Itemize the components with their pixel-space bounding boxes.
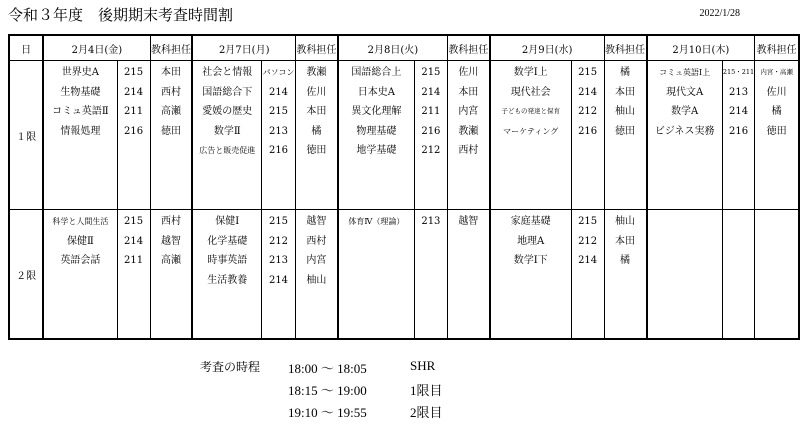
room-list [414, 210, 447, 340]
teacher: 徳田 [306, 145, 327, 156]
subject-list [192, 210, 261, 340]
teacher-header: 教科担任 [604, 35, 646, 61]
teacher-header: 教科担任 [150, 35, 192, 61]
empty-cell [647, 210, 723, 340]
day-header: 2月9日(水) [490, 35, 604, 61]
room: 216 [578, 125, 598, 137]
subject: 家庭基礎 [510, 216, 551, 227]
room: 214 [124, 235, 144, 247]
room: 212 [421, 145, 441, 156]
teacher: 本田 [306, 106, 327, 117]
document-date: 2022/1/28 [699, 8, 740, 19]
subject-list [192, 61, 261, 210]
header-row [9, 35, 799, 61]
room: 215 [268, 106, 289, 117]
exam-schedule-table [8, 34, 800, 340]
subject: 数学Ⅰ上 [513, 67, 548, 78]
teacher: 橘 [771, 106, 782, 117]
teacher: 西村 [306, 235, 327, 247]
room-list [262, 210, 296, 340]
time-range: 19:10 ～ 19:55 [288, 405, 367, 420]
teacher: 徳田 [615, 125, 636, 137]
subject: 数学A [671, 106, 699, 117]
room: 214 [268, 86, 289, 98]
slot-name: 1限目 [410, 383, 443, 398]
teacher: 佐川 [766, 86, 787, 98]
subject: マーケティング [503, 126, 559, 136]
subject: 保健Ⅱ [67, 235, 94, 247]
subject: 体育Ⅳ（理論） [348, 217, 405, 226]
teacher: 佐川 [458, 67, 479, 78]
subject: 科学と人間生活 [52, 217, 109, 226]
subject: 愛媛の歴史 [202, 106, 253, 117]
room: 215 [124, 216, 144, 227]
teacher: 越智 [161, 235, 181, 247]
subject: 時事英語 [207, 255, 248, 266]
teacher: 教瀬 [458, 125, 479, 137]
teacher-header: 教科担任 [295, 35, 337, 61]
teacher: 高瀬 [161, 106, 181, 117]
subject: 数学Ⅰ下 [513, 255, 548, 266]
teacher: 橘 [620, 255, 631, 266]
teacher-header: 教科担任 [447, 35, 489, 61]
teacher: 教瀬 [306, 67, 327, 78]
room: 212 [268, 235, 289, 247]
subject: 物理基礎 [356, 125, 397, 137]
teacher: 内宮・高瀬 [760, 68, 793, 76]
teacher: 越智 [306, 216, 327, 227]
room: 215 [578, 216, 598, 227]
time-range: 18:15 ～ 19:00 [288, 383, 367, 398]
room: 216 [421, 125, 441, 137]
subject: 現代文A [666, 86, 704, 98]
period-row [9, 210, 799, 340]
room: 211 [124, 106, 144, 117]
subject: 生物基礎 [60, 86, 101, 98]
teacher: 本田 [615, 235, 636, 247]
slot-name: SHR [410, 358, 436, 373]
subject-list [43, 61, 117, 210]
room: 216 [124, 125, 144, 137]
teacher-list [295, 61, 337, 210]
subject: 現代社会 [510, 86, 551, 98]
period-header: 日 [9, 35, 43, 61]
teacher-list [604, 210, 646, 340]
teacher: 橘 [311, 125, 322, 137]
room: 213 [268, 255, 289, 266]
teacher-list [447, 61, 489, 210]
room: 211 [421, 106, 441, 117]
teacher-list [295, 210, 337, 340]
period-label: １限 [9, 61, 43, 210]
teacher-list [755, 61, 799, 210]
teacher: 橘 [620, 67, 631, 78]
subject: ビジネス実務 [654, 125, 715, 137]
subject: コミュ英語Ⅰ上 [659, 68, 711, 77]
teacher: 西村 [161, 86, 181, 98]
teacher: 柚山 [615, 216, 636, 227]
room: 214 [578, 255, 598, 266]
teacher: 佐川 [306, 86, 327, 98]
subject: 地学基礎 [356, 145, 397, 156]
subject: 保健Ⅰ [215, 216, 240, 227]
slot-name: 2限目 [410, 405, 443, 420]
room: 215 [124, 67, 144, 78]
room: 213 [728, 86, 749, 98]
subject: 生活教養 [207, 274, 248, 286]
room: 212 [578, 106, 598, 117]
teacher: 徳田 [766, 125, 787, 137]
teacher-list [150, 210, 192, 340]
day-header: 2月8日(火) [338, 35, 448, 61]
room: 214 [124, 86, 144, 98]
subject: 数学Ⅱ [213, 125, 241, 137]
subject: コミュ英語Ⅱ [52, 106, 109, 117]
teacher-header: 教科担任 [755, 35, 799, 61]
day-header: 2月10日(木) [647, 35, 755, 61]
teacher: 本田 [615, 86, 636, 98]
room: 216 [728, 125, 749, 137]
timetable-label: 考査の時程 [200, 360, 261, 374]
empty-cell [755, 210, 799, 340]
subject-list [647, 61, 723, 210]
subject: 広告と販売促進 [199, 146, 256, 155]
teacher: 西村 [161, 216, 181, 227]
teacher: 高瀬 [161, 255, 181, 266]
period-row [9, 61, 799, 210]
subject: 国語総合上 [351, 67, 402, 78]
subject: 異文化理解 [351, 106, 402, 117]
room-list [414, 61, 447, 210]
room: 213 [421, 216, 441, 227]
subject: 英語会話 [60, 255, 101, 266]
subject: 社会と情報 [202, 67, 253, 78]
teacher-list [447, 210, 489, 340]
room-list [722, 61, 754, 210]
subject: 子どもの発達と保育 [501, 107, 560, 115]
room: 214 [578, 86, 598, 98]
teacher: 本田 [458, 86, 479, 98]
subject-list [490, 61, 571, 210]
teacher: 内宮 [458, 106, 479, 117]
subject-list [338, 61, 415, 210]
subject: 化学基礎 [207, 235, 248, 247]
room: 211 [124, 255, 144, 266]
subject-list [338, 210, 415, 340]
room: パソコン [262, 68, 295, 77]
room: 214 [421, 86, 441, 98]
teacher: 越智 [458, 216, 479, 227]
room-list [571, 210, 604, 340]
day-header: 2月7日(月) [192, 35, 295, 61]
day-header: 2月4日(金) [43, 35, 150, 61]
empty-cell [722, 210, 754, 340]
subject: 日本史A [357, 86, 395, 98]
room: 214 [728, 106, 749, 117]
room-list [117, 61, 150, 210]
subject-list [490, 210, 571, 340]
room: 215・211 [722, 68, 755, 76]
room: 213 [268, 125, 289, 137]
teacher-list [604, 61, 646, 210]
room-list [571, 61, 604, 210]
teacher: 内宮 [306, 255, 327, 266]
room: 216 [268, 145, 289, 156]
subject: 国語総合下 [202, 86, 253, 98]
teacher: 柚山 [306, 274, 327, 286]
time-range: 18:00 ～ 18:05 [288, 361, 367, 376]
room: 212 [578, 235, 598, 247]
teacher: 徳田 [161, 125, 181, 137]
subject: 世界史A [61, 67, 100, 78]
room: 215 [578, 67, 598, 78]
room: 214 [268, 274, 289, 286]
teacher: 西村 [458, 145, 479, 156]
room: 215 [421, 67, 441, 78]
room-list [117, 210, 150, 340]
period-label: ２限 [9, 210, 43, 340]
teacher: 柚山 [615, 106, 636, 117]
room-list [262, 61, 296, 210]
room: 215 [268, 216, 289, 227]
subject: 地理A [517, 235, 545, 247]
teacher: 本田 [161, 67, 181, 78]
subject: 情報処理 [60, 125, 101, 137]
page-title: 令和３年度 後期期末考査時間割 [8, 6, 234, 24]
subject-list [43, 210, 117, 340]
teacher-list [150, 61, 192, 210]
